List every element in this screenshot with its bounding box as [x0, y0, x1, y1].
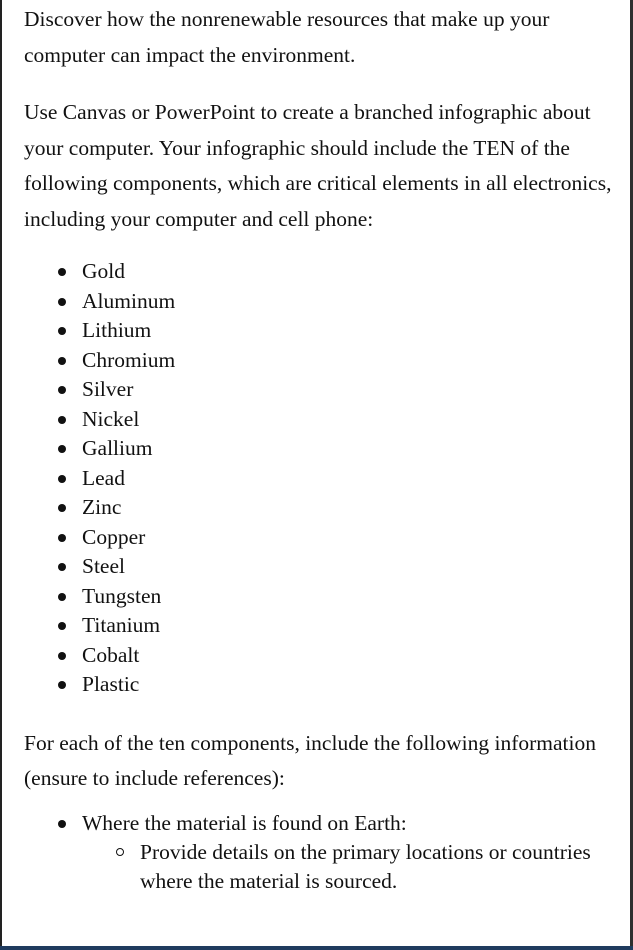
requirements-paragraph: For each of the ten components, include the following information (ensure to include references): [24, 730, 596, 790]
list-item [58, 670, 615, 700]
bullet-icon [58, 593, 66, 601]
bullet-icon [58, 268, 66, 276]
component-label: Titanium [82, 613, 161, 637]
list-item [58, 257, 615, 287]
list-item [58, 375, 615, 405]
component-label: Steel [82, 554, 125, 578]
bullet-icon [58, 416, 66, 424]
bullet-icon [58, 534, 66, 542]
component-label: Lithium [82, 318, 152, 342]
list-item [58, 316, 615, 346]
bullet-icon [58, 445, 66, 453]
component-label: Gold [82, 259, 125, 283]
list-item [58, 611, 615, 641]
component-label: Chromium [82, 347, 176, 372]
bullet-icon [58, 563, 66, 571]
assignment-content [24, 2, 615, 896]
list-item [58, 464, 615, 494]
requirements-list [24, 809, 615, 896]
instructions-paragraph: Use Canvas or PowerPoint to create a branched infographic about your computer. Your infographic should include the TEN of the following components, which are critical elements in all electronics, including your computer and cell phone: [24, 100, 612, 231]
list-item [58, 809, 615, 896]
component-label: Zinc [82, 495, 122, 519]
component-label: Copper [82, 524, 146, 549]
bullet-icon [58, 504, 66, 512]
bullet-icon [58, 652, 66, 660]
list-item [58, 287, 615, 317]
component-list [24, 257, 615, 700]
component-label: Silver [82, 377, 134, 401]
bullet-icon [58, 681, 66, 689]
bullet-icon [58, 622, 66, 630]
bullet-icon [58, 327, 66, 335]
requirement-label: Where the material is found on Earth: [82, 810, 407, 835]
bullet-icon [58, 357, 66, 365]
list-item [58, 405, 615, 435]
hollow-bullet-icon [116, 848, 124, 856]
bullet-icon [58, 820, 66, 828]
intro-paragraph: Discover how the nonrenewable resources that make up your computer can impact the environment. [24, 7, 550, 67]
bottom-bar [0, 946, 633, 950]
component-label: Tungsten [82, 583, 162, 608]
component-label: Gallium [82, 436, 153, 460]
list-item [58, 346, 615, 376]
component-label: Plastic [82, 672, 140, 696]
list-item [58, 523, 615, 553]
bullet-icon [58, 386, 66, 394]
left-border [0, 0, 2, 950]
requirement-sub-list [82, 838, 615, 896]
list-item [58, 582, 615, 612]
list-item [58, 434, 615, 464]
component-label: Aluminum [82, 288, 176, 313]
component-label: Lead [82, 465, 125, 490]
bullet-icon [58, 298, 66, 306]
list-item [58, 641, 615, 671]
list-item [58, 493, 615, 523]
requirement-detail: Provide details on the primary locations or countries where the material is sourced. [140, 839, 591, 893]
bullet-icon [58, 475, 66, 483]
component-label: Cobalt [82, 642, 140, 667]
list-item [58, 552, 615, 582]
list-item [116, 838, 615, 896]
component-label: Nickel [82, 406, 140, 431]
